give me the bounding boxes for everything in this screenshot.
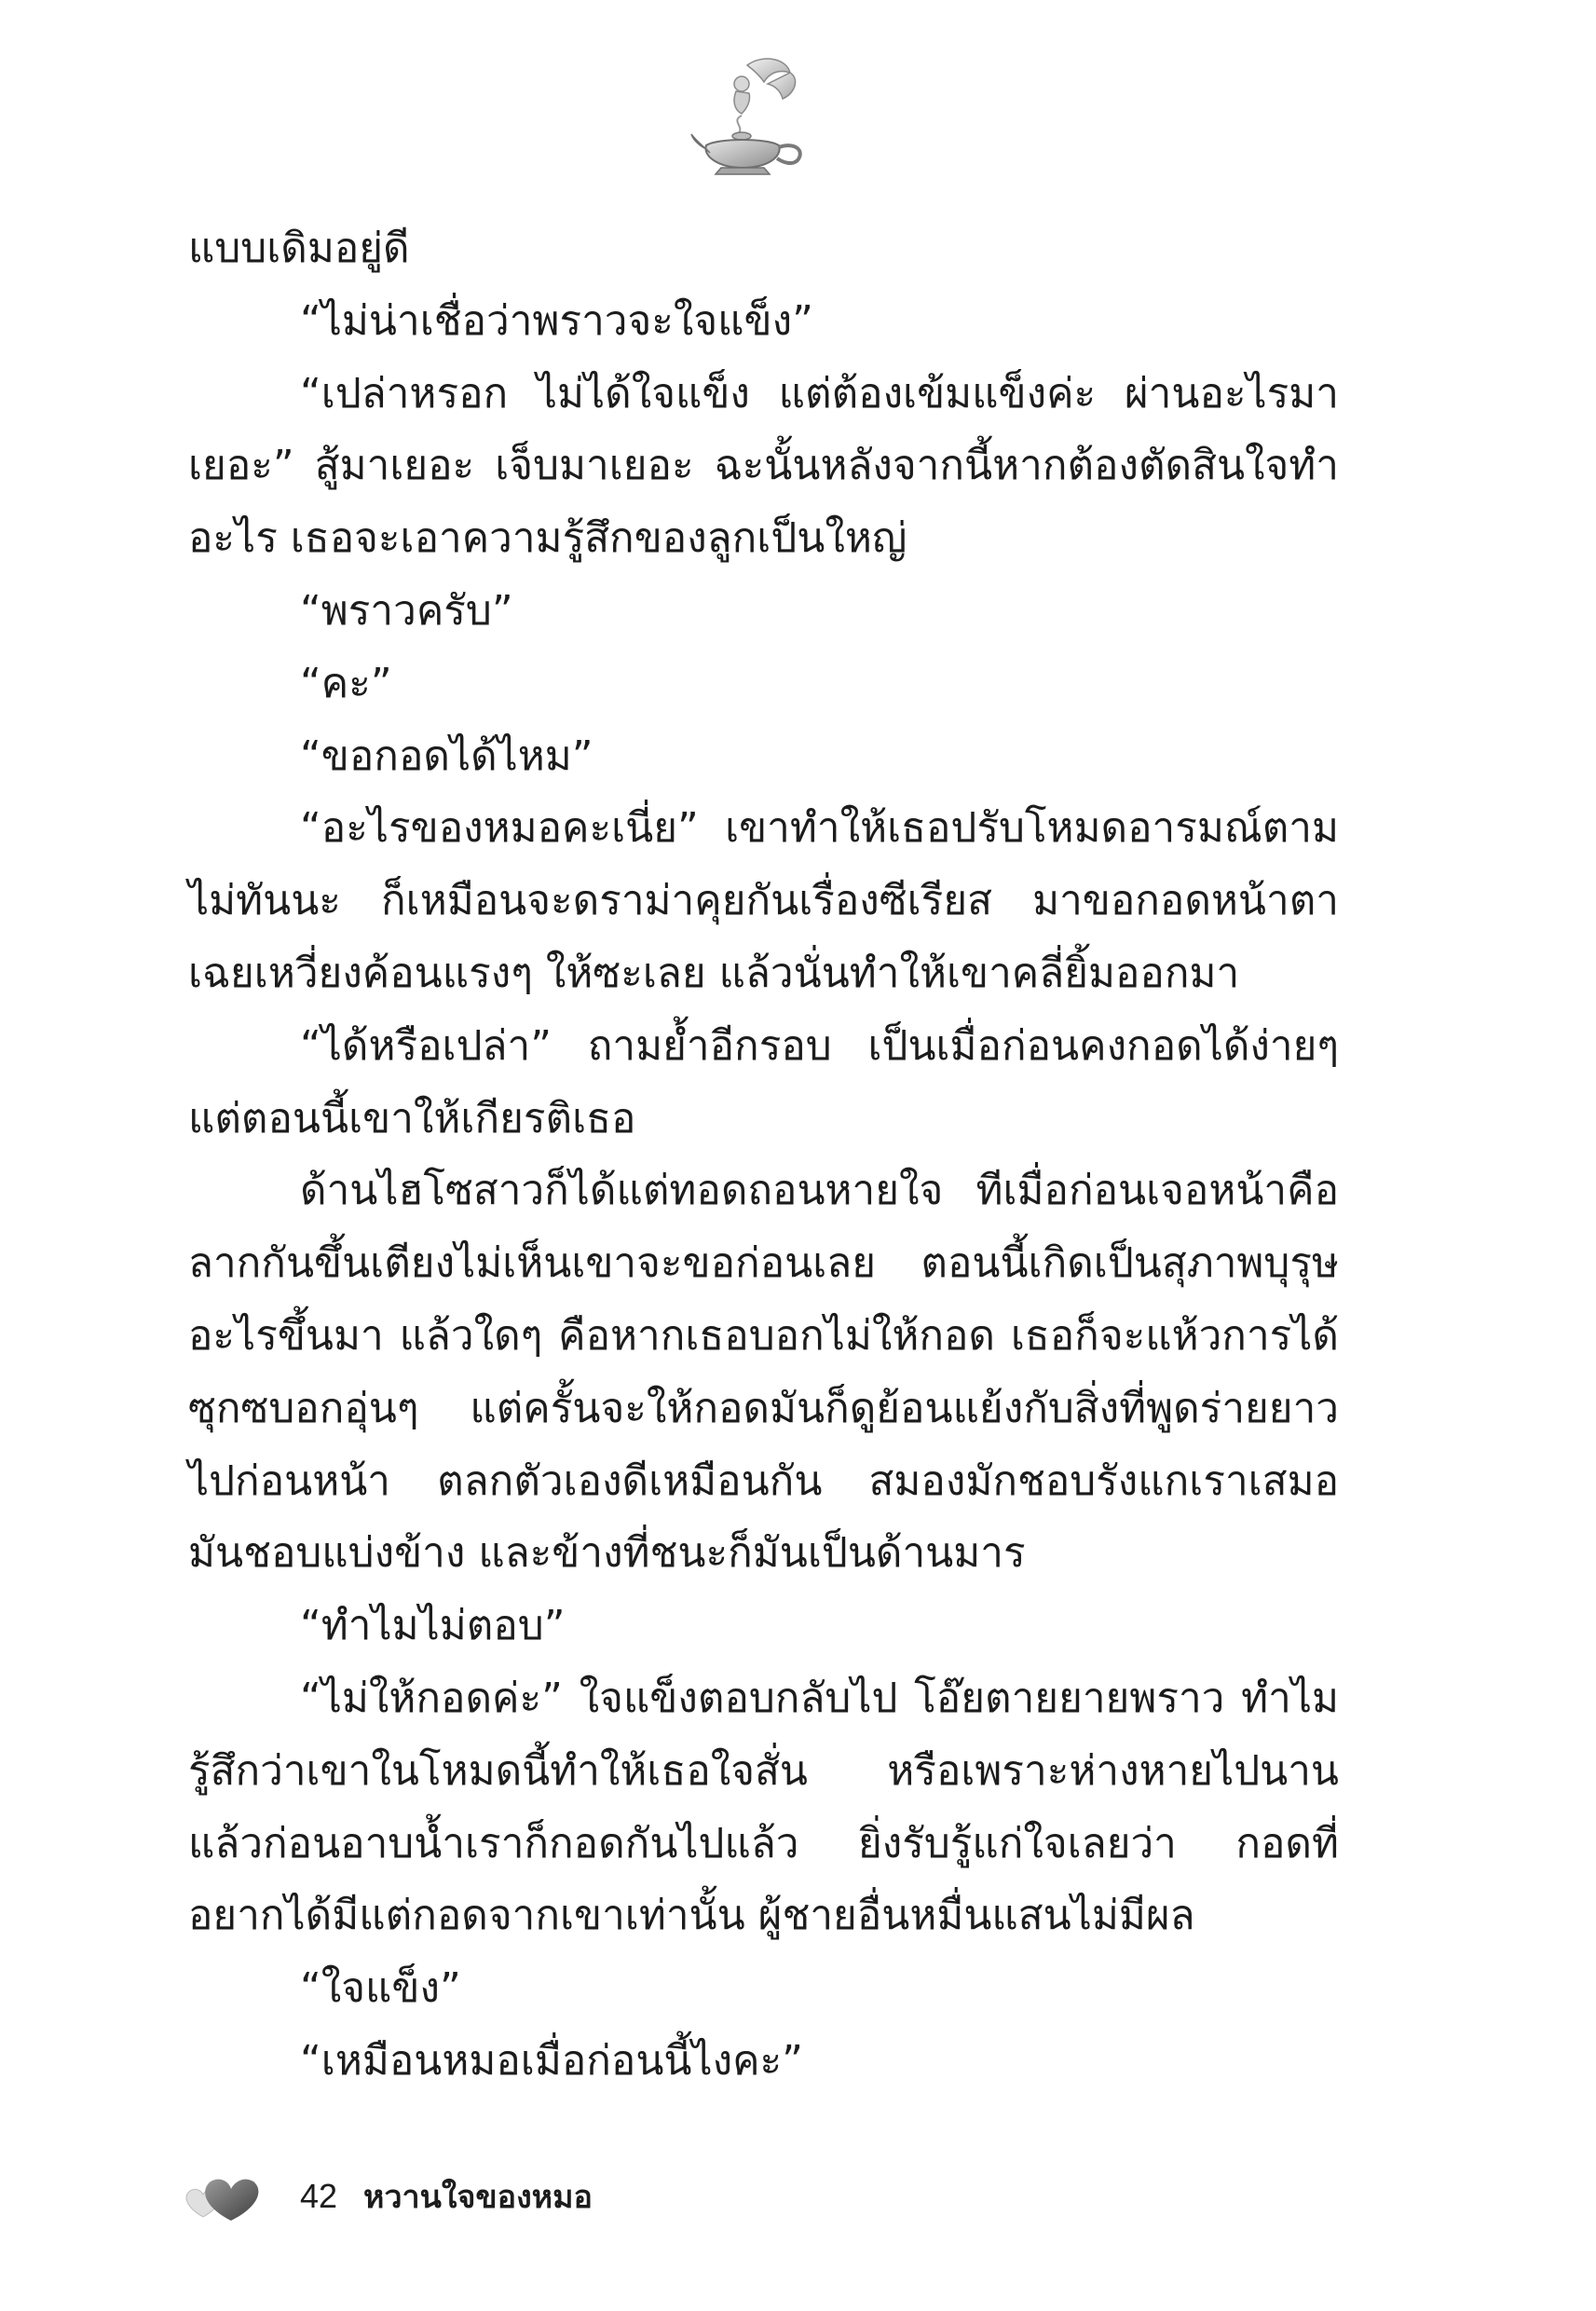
paragraph: “คะ” <box>300 659 392 707</box>
paragraph: “ไม่ให้กอดค่ะ” ใจแข็งตอบกลับไป โอ๊ยตายยายพราว ทำไมรู้สึกว่าเขาในโหมดนี้ทำให้เธอใจสั่น หรือเพราะห่างหายไปนาน แล้วก่อนอาบน้ำเราก็กอดกันไปแล้ว ยิ่งรับรู้แก่ใจเลยว่า กอดที่อยากได้มีแต่กอดจากเขาเท่านั้น ผู้ชายอื่นหมื่นแสนไม่มีผล <box>188 1674 1339 1940</box>
paragraph: “ใจแข็ง” <box>300 1964 461 2013</box>
book-title: หวานใจของหมอ <box>363 2179 593 2216</box>
paragraph: “ขอกอดได้ไหม” <box>300 732 593 780</box>
paragraph: “ไม่น่าเชื่อว่าพราวจะใจแข็ง” <box>300 296 813 345</box>
paragraph: “ทำไมไม่ตอบ” <box>300 1602 566 1650</box>
paragraph: “อะไรของหมอคะเนี่ย” เขาทำให้เธอปรับโหมดอารมณ์ตามไม่ทันนะ ก็เหมือนจะดราม่าคุยกันเรื่องซีเรียส มาขอกอดหน้าตาเฉยเหวี่ยงค้อนแรงๆ ให้ซะเลย แล้วนั่นทำให้เขาคลี่ยิ้มออกมา <box>188 804 1339 997</box>
paragraph: ด้านไฮโซสาวก็ได้แต่ทอดถอนหายใจ ทีเมื่อก่อนเจอหน้าคือลากกันขึ้นเตียงไม่เห็นเขาจะขอก่อนเลย ตอนนี้เกิดเป็นสุภาพบุรุษอะไรขึ้นมา แล้วใดๆ คือหากเธอบอกไม่ให้กอด เธอก็จะแห้วการได้ซุกซบอกอุ่นๆ แต่ครั้นจะให้กอดมันก็ดูย้อนแย้งกับสิ่งที่พูดร่ายยาวไปก่อนหน้า ตลกตัวเองดีเหมือนกัน สมองมักชอบรังแกเราเสมอ มันชอบแบ่งข้าง และข้างที่ชนะก็มันเป็นด้านมาร <box>188 1167 1339 1578</box>
paragraph: “พราวครับ” <box>300 586 513 635</box>
paragraph: “เหมือนหมอเมื่อก่อนนี้ไงคะ” <box>300 2036 803 2085</box>
page-number: 42 <box>300 2177 338 2215</box>
teapot-cupid-ornament-icon <box>689 56 820 177</box>
body-text <box>188 212 1339 2098</box>
paragraph: “เปล่าหรอก ไม่ได้ใจแข็ง แต่ต้องเข้มแข็งค่ะ ผ่านอะไรมาเยอะ” สู้มาเยอะ เจ็บมาเยอะ ฉะนั้นหลังจากนี้หากต้องตัดสินใจทำอะไร เธอจะเอาความรู้สึกของลูกเป็นใหญ่ <box>188 369 1339 563</box>
paragraph: แบบเดิมอยู่ดี <box>188 225 410 272</box>
double-heart-icon <box>183 2168 266 2224</box>
paragraph: “ได้หรือเปล่า” ถามย้ำอีกรอบ เป็นเมื่อก่อนคงกอดได้ง่ายๆ แต่ตอนนี้เขาให้เกียรติเธอ <box>188 1021 1339 1142</box>
page-footer <box>183 2164 593 2229</box>
